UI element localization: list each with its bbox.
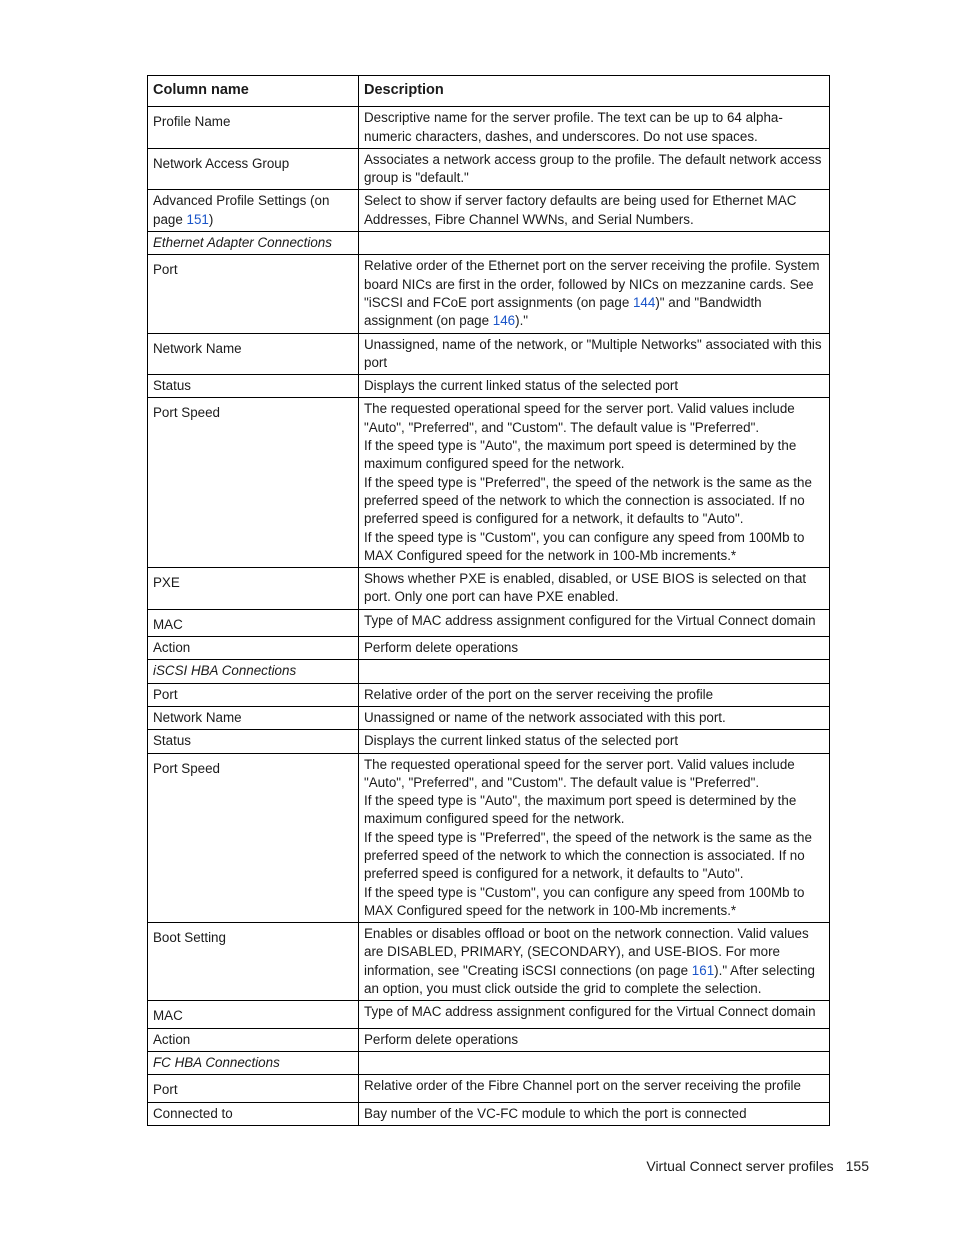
description-cell <box>359 333 830 375</box>
page-link[interactable]: 144 <box>632 294 656 310</box>
description-cell <box>359 1102 830 1125</box>
table-row <box>148 255 830 333</box>
description-text: If the speed type is "Custom", you can configure any speed from 100Mb to MAX Configured speed for the network in 100-Mb increments.* <box>364 529 805 563</box>
column-name-cell: Boot Setting <box>148 923 359 1001</box>
table-row <box>148 190 830 232</box>
description-text: Perform delete operations <box>364 640 519 656</box>
description-text: )" and "Bandwidth assignment (on page <box>364 294 762 329</box>
description-text: Perform delete operations <box>364 1031 519 1047</box>
column-name-text: Advanced Profile Settings (on page <box>153 193 330 227</box>
description-cell <box>359 1051 830 1074</box>
description-cell <box>359 375 830 398</box>
description-cell <box>359 107 830 149</box>
description-cell <box>359 609 830 636</box>
column-name-cell: MAC <box>148 609 359 636</box>
description-text: If the speed type is "Auto", the maximum port speed is determined by the maximum configured speed for the network. <box>364 793 797 827</box>
table-header-row <box>148 76 830 107</box>
description-text: )." After selecting an option, you must click outside the grid to complete the selection. <box>364 962 815 997</box>
column-name-cell: Connected to <box>148 1102 359 1125</box>
description-text: Displays the current linked status of the selected port <box>364 378 679 394</box>
description-text: The requested operational speed for the server port. Valid values include "Auto", "Preferred", and "Custom". The default value is "Preferred". <box>364 401 795 435</box>
description-text: If the speed type is "Preferred", the speed of the network is the same as the preferred speed of the network to which the connection is associated. If no preferred speed is configured for a network, it defaults to "Auto". <box>364 474 812 527</box>
description-text: Type of MAC address assignment configured for the Virtual Connect domain <box>364 1004 816 1020</box>
section-row <box>148 1051 830 1074</box>
table-row <box>148 1001 830 1028</box>
description-text: Displays the current linked status of the selected port <box>364 733 679 749</box>
description-cell <box>359 923 830 1001</box>
description-cell <box>359 190 830 232</box>
column-name-cell: PXE <box>148 568 359 610</box>
description-cell <box>359 568 830 610</box>
description-text: Type of MAC address assignment configured for the Virtual Connect domain <box>364 612 816 628</box>
column-name-cell: Port Speed <box>148 753 359 923</box>
description-cell <box>359 753 830 923</box>
table-row <box>148 706 830 729</box>
table-row <box>148 609 830 636</box>
description-text: Associates a network access group to the profile. The default network access group is "default." <box>364 151 822 186</box>
column-description-table <box>147 75 830 1126</box>
column-name-text-end: ) <box>208 211 214 227</box>
section-heading: Ethernet Adapter Connections <box>148 232 359 255</box>
column-name-header: Column name <box>148 76 359 107</box>
page-footer <box>646 1158 869 1174</box>
table-row <box>148 1075 830 1102</box>
column-name-cell: Port Speed <box>148 398 359 568</box>
description-text: Relative order of the Fibre Channel port on the server receiving the profile <box>364 1078 801 1094</box>
description-text: Descriptive name for the server profile. The text can be up to 64 alpha-numeric characters, dashes, and underscores. Do not use spaces. <box>364 110 783 144</box>
column-name-cell <box>148 190 359 232</box>
table-row <box>148 1102 830 1125</box>
description-cell <box>359 255 830 333</box>
table-row <box>148 375 830 398</box>
column-name-cell: Profile Name <box>148 107 359 149</box>
column-name-cell: Action <box>148 1028 359 1051</box>
description-text: Relative order of the Ethernet port on the server receiving the profile. System board NICs are first in the order, followed by NICs on mezzanine cards. See "iSCSI and FCoE port assignments (on page <box>364 258 820 310</box>
description-text: )." <box>515 313 529 329</box>
description-text: If the speed type is "Auto", the maximum port speed is determined by the maximum configured speed for the network. <box>364 438 797 472</box>
table-row <box>148 753 830 923</box>
section-heading: iSCSI HBA Connections <box>148 660 359 683</box>
column-name-cell: Network Name <box>148 333 359 375</box>
description-cell <box>359 232 830 255</box>
table-row <box>148 568 830 610</box>
table-row <box>148 398 830 568</box>
page-link[interactable]: 151 <box>186 211 209 227</box>
page-link[interactable]: 146 <box>492 313 516 329</box>
description-cell <box>359 398 830 568</box>
page-number: 155 <box>845 1158 869 1174</box>
description-text: Relative order of the port on the server receiving the profile <box>364 686 714 702</box>
description-cell <box>359 148 830 190</box>
table-body <box>148 107 830 1126</box>
description-cell <box>359 706 830 729</box>
table-row <box>148 923 830 1001</box>
section-row <box>148 660 830 683</box>
description-cell <box>359 1028 830 1051</box>
column-name-cell: Status <box>148 730 359 753</box>
page-link[interactable]: 161 <box>691 962 715 978</box>
description-cell <box>359 683 830 706</box>
column-name-cell: Status <box>148 375 359 398</box>
description-text: Select to show if server factory defaults are being used for Ethernet MAC Addresses, Fibre Channel WWNs, and Serial Numbers. <box>364 193 797 227</box>
description-cell <box>359 637 830 660</box>
description-text: Unassigned, name of the network, or "Multiple Networks" associated with this port <box>364 336 822 370</box>
description-text: If the speed type is "Custom", you can configure any speed from 100Mb to MAX Configured speed for the network in 100-Mb increments.* <box>364 884 805 918</box>
column-name-cell: Port <box>148 683 359 706</box>
description-cell <box>359 1075 830 1102</box>
description-text: The requested operational speed for the server port. Valid values include "Auto", "Preferred", and "Custom". The default value is "Preferred". <box>364 756 795 790</box>
column-name-cell: Network Access Group <box>148 148 359 190</box>
column-name-cell: Port <box>148 1075 359 1102</box>
column-name-cell: Action <box>148 637 359 660</box>
column-name-cell: Network Name <box>148 706 359 729</box>
table-row <box>148 730 830 753</box>
description-text: Bay number of the VC-FC module to which the port is connected <box>364 1105 747 1121</box>
section-row <box>148 232 830 255</box>
table-row <box>148 683 830 706</box>
description-cell <box>359 660 830 683</box>
description-text: If the speed type is "Preferred", the speed of the network is the same as the preferred speed of the network to which the connection is associated. If no preferred speed is configured for a network, it defaults to "Auto". <box>364 829 812 882</box>
column-name-cell: Port <box>148 255 359 333</box>
table-row <box>148 333 830 375</box>
column-name-cell: MAC <box>148 1001 359 1028</box>
description-header: Description <box>359 76 830 107</box>
description-cell <box>359 730 830 753</box>
description-text: Enables or disables offload or boot on the network connection. Valid values are DISABLED, PRIMARY, (SECONDARY), and USE-BIOS. For more information, see "Creating iSCSI connections (on page <box>364 926 809 978</box>
footer-section-title: Virtual Connect server profiles <box>646 1158 834 1174</box>
section-heading: FC HBA Connections <box>148 1051 359 1074</box>
description-text: Unassigned or name of the network associated with this port. <box>364 709 726 725</box>
table-row <box>148 637 830 660</box>
description-cell <box>359 1001 830 1028</box>
table-row <box>148 107 830 149</box>
table-row <box>148 148 830 190</box>
table-row <box>148 1028 830 1051</box>
description-text: Shows whether PXE is enabled, disabled, or USE BIOS is selected on that port. Only one port can have PXE enabled. <box>364 571 807 605</box>
